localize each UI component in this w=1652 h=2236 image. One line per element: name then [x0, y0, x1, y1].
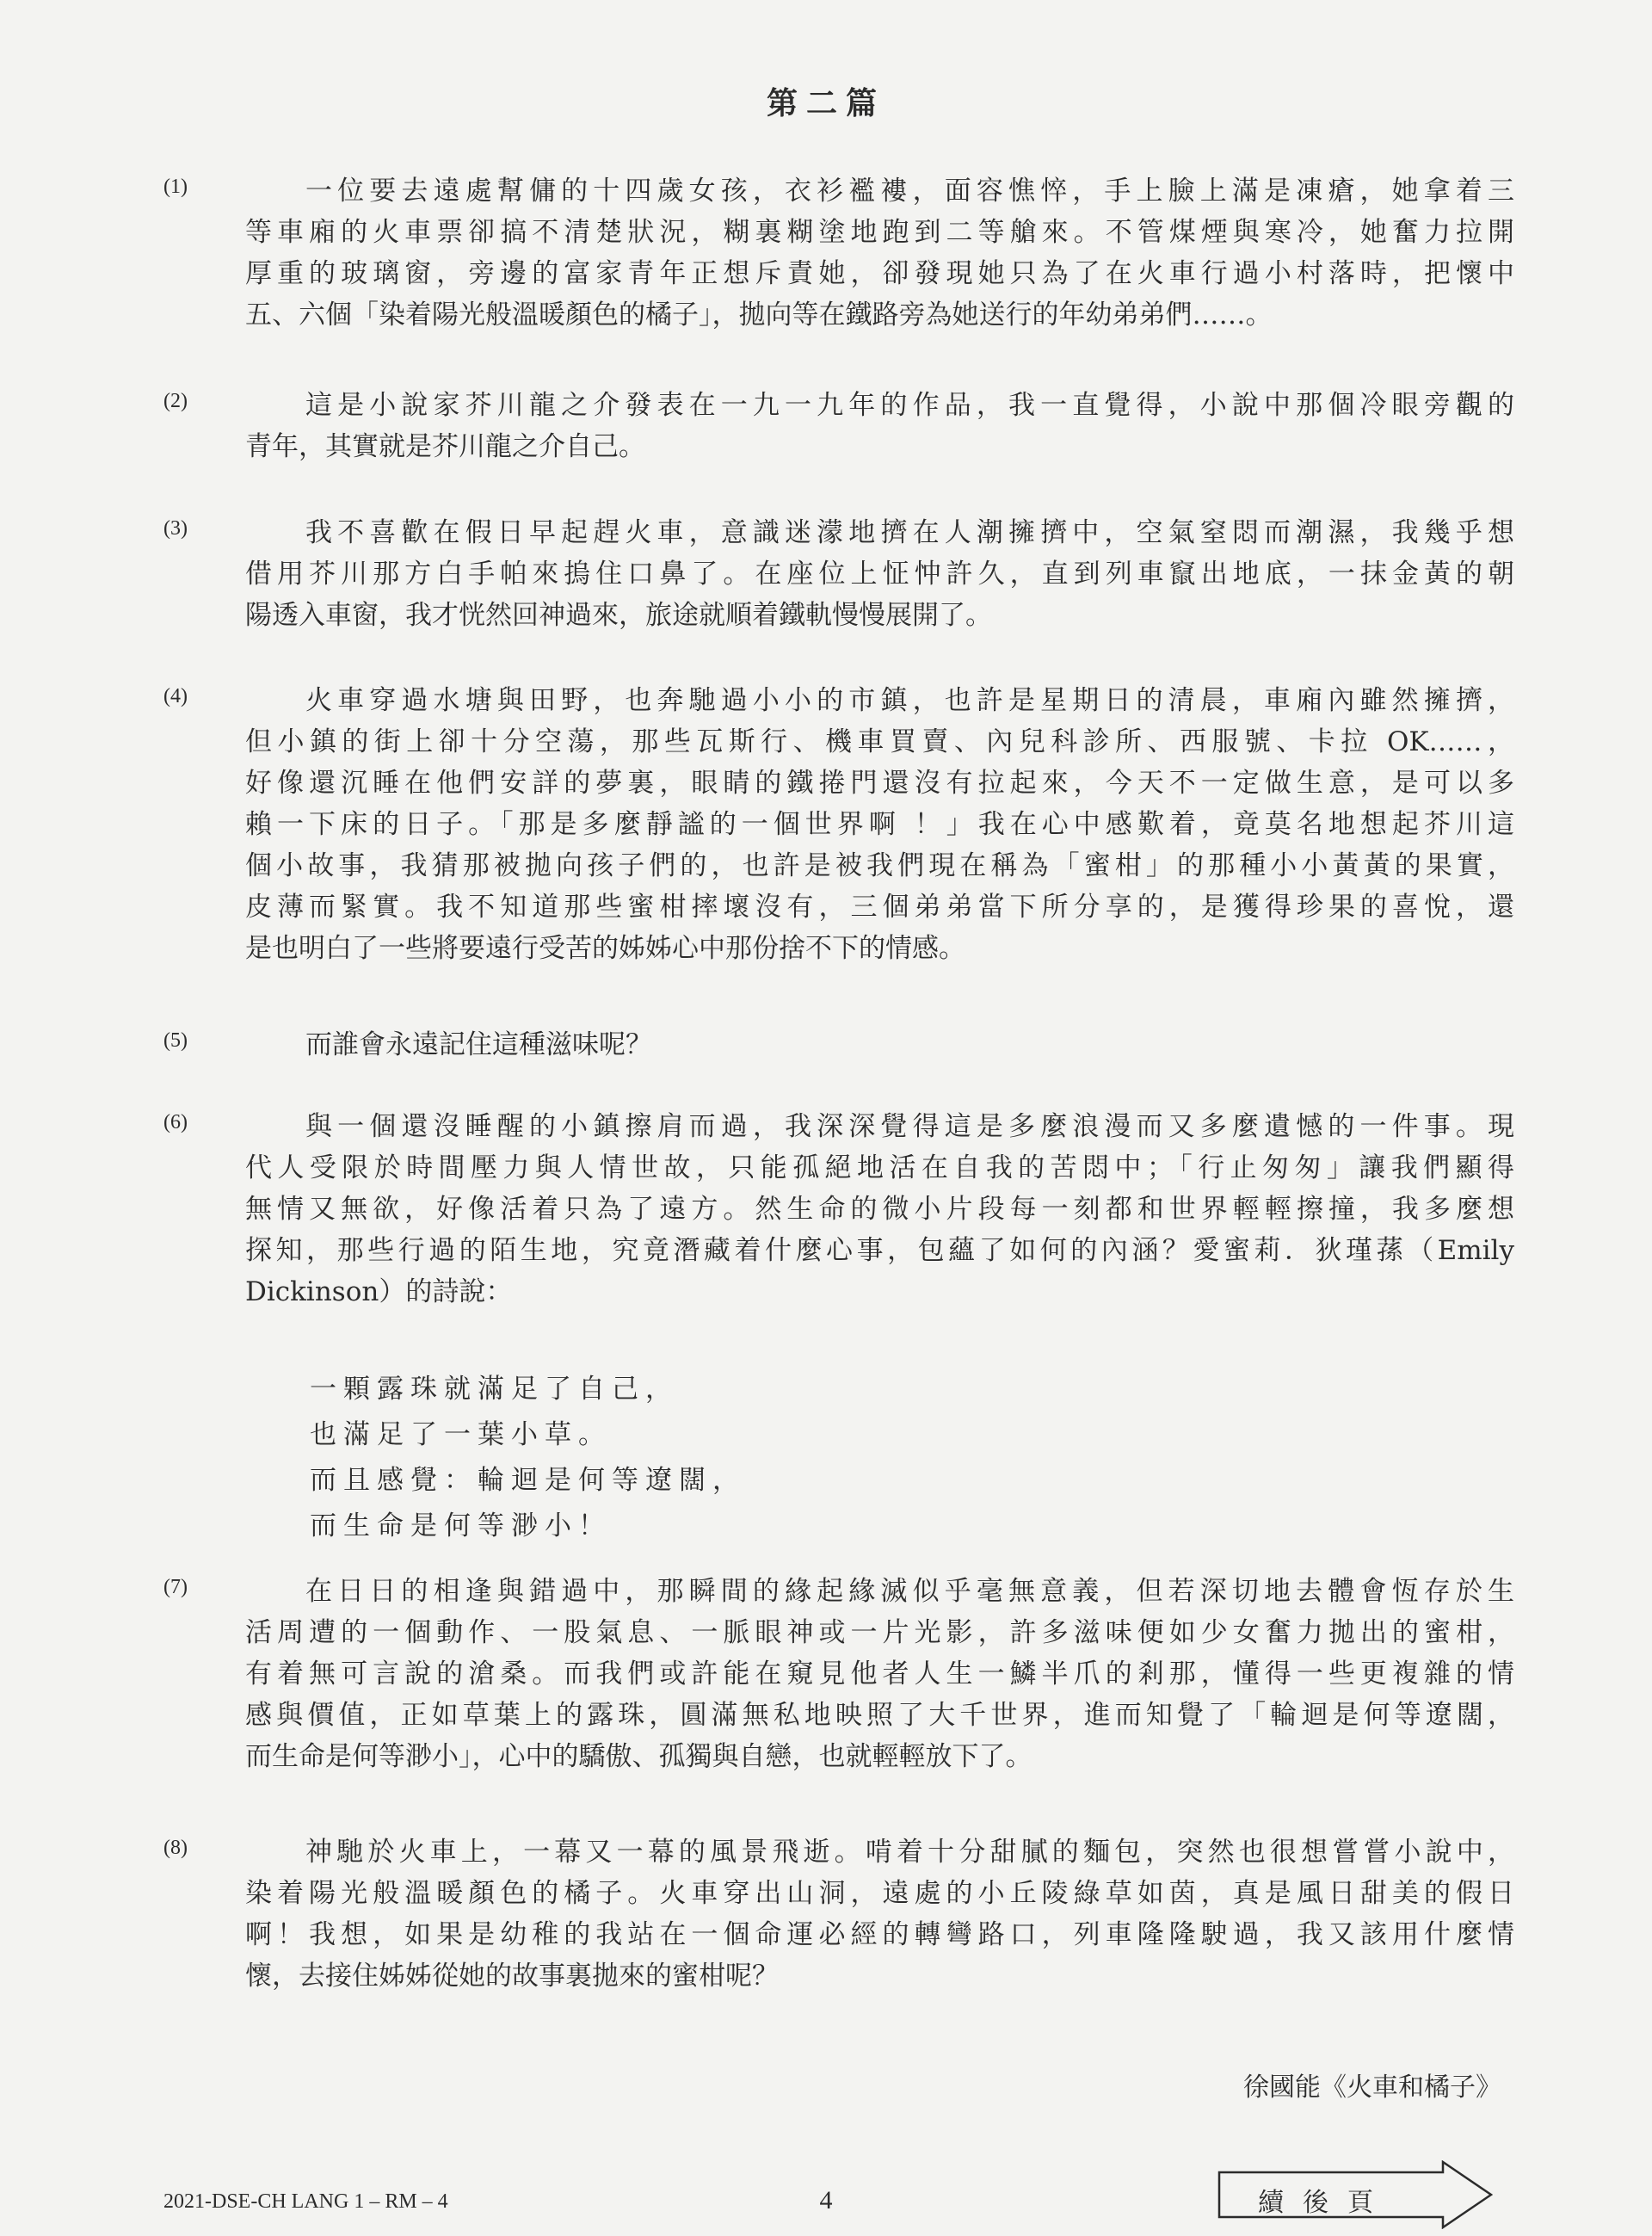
poem-line: 而且感覺：輪迴是何等遼闊， [310, 1465, 746, 1496]
paragraph-line: 而誰會永遠記住這種滋味呢？ [305, 1029, 652, 1060]
paragraph-line: 懷，去接住姊姊從她的故事裏拋來的蜜柑呢？ [245, 1961, 779, 1992]
paragraph-line: 無情又無欲，好像活着只為了遠方。然生命的微小片段每一刻都和世界輕輕擦撞，我多麼想 [245, 1194, 1514, 1225]
paragraph-line: 活周遭的一個動作、一股氣息、一脈眼神或一片光影，許多滋味便如少女奮力拋出的蜜柑， [245, 1617, 1514, 1648]
paragraph-number: (6) [163, 1111, 188, 1133]
paragraph-line: 皮薄而緊實。我不知道那些蜜柑摔壞沒有，三個弟弟當下所分享的，是獲得珍果的喜悅，還 [245, 892, 1514, 923]
paragraph-line: 代人受限於時間壓力與人情世故，只能孤絕地活在自我的苦悶中；「行止匆匆」讓我們顯得 [245, 1152, 1514, 1183]
paragraph-line: 個小故事，我猜那被拋向孩子們的，也許是被我們現在稱為「蜜柑」的那種小小黃黃的果實， [245, 850, 1514, 881]
paragraph-line: 青年，其實就是芥川龍之介自己。 [245, 431, 645, 462]
paragraph-line: 這是小說家芥川龍之介發表在一九一九年的作品，我一直覺得，小說中那個冷眼旁觀的 [305, 390, 1514, 421]
poem-line: 一顆露珠就滿足了自己， [310, 1374, 679, 1405]
continue-label: 續後頁 [1258, 2188, 1392, 2218]
paragraph-line: 在日日的相逢與錯過中，那瞬間的緣起緣滅似乎毫無意義，但若深切地去體會恆存於生 [305, 1576, 1514, 1607]
paragraph-line: 一位要去遠處幫傭的十四歲女孩，衣衫襤褸，面容憔悴，手上臉上滿是凍瘡，她拿着三 [305, 176, 1514, 207]
paragraph-line: 與一個還沒睡醒的小鎮擦肩而過，我深深覺得這是多麼浪漫而又多麼遺憾的一件事。現 [305, 1111, 1514, 1142]
paragraph-line: Dickinson）的詩說： [245, 1276, 513, 1307]
paragraph-line: 有着無可言說的滄桑。而我們或許能在窺見他者人生一鱗半爪的剎那，懂得一些更複雜的情 [245, 1658, 1514, 1689]
exam-code: 2021-DSE-CH LANG 1 – RM – 4 [163, 2190, 448, 2213]
paragraph-line: 好像還沉睡在他們安詳的夢裏，眼睛的鐵捲門還沒有拉起來，今天不一定做生意，是可以多 [245, 768, 1514, 799]
paragraph-number: (1) [163, 176, 188, 198]
paragraph-line: 感與價值，正如草葉上的露珠，圓滿無私地映照了大千世界，進而知覺了「輪迴是何等遼闊， [245, 1700, 1514, 1731]
paragraph-number: (5) [163, 1029, 188, 1052]
paragraph-line: 厚重的玻璃窗，旁邊的富家青年正想斥責她，卻發現她只為了在火車行過小村落時，把懷中 [245, 258, 1514, 289]
section-title: 第二篇 [766, 85, 885, 121]
paragraph-line: 探知，那些行過的陌生地，究竟潛藏着什麼心事，包蘊了如何的內涵？愛蜜莉．狄瑾蓀（Emily [245, 1235, 1514, 1266]
paragraph-line: 陽透入車窗，我才恍然回神過來，旅途就順着鐵軌慢慢展開了。 [245, 600, 992, 631]
paragraph-line: 借用芥川那方白手帕來摀住口鼻了。在座位上怔忡許久，直到列車竄出地底，一抹金黃的朝 [245, 559, 1514, 590]
paragraph-line: 五、六個「染着陽光般溫暖顏色的橘子」，拋向等在鐵路旁為她送行的年幼弟弟們……。 [245, 300, 1273, 330]
paragraph-line: 但小鎮的街上卻十分空蕩，那些瓦斯行、機車買賣、內兒科診所、西服號、卡拉 OK……， [245, 726, 1514, 757]
poem-quote [310, 1367, 1084, 1549]
paragraph-line: 而生命是何等渺小」，心中的驕傲、孤獨與自戀，也就輕輕放下了。 [245, 1741, 1032, 1772]
paragraph-number: (7) [163, 1576, 188, 1598]
paragraph-number: (2) [163, 390, 188, 412]
poem-line: 而生命是何等渺小！ [310, 1510, 612, 1541]
paragraph-line: 火車穿過水塘與田野，也奔馳過小小的市鎮，也許是星期日的清晨，車廂內雖然擁擠， [305, 685, 1514, 716]
paragraph-line: 賴一下床的日子。「那是多麼靜謐的一個世界啊 ！」我在心中感歎着，竟莫名地想起芥川這 [245, 809, 1514, 840]
page-number: 4 [819, 2186, 833, 2214]
source-attribution: 徐國能《火車和橘子》 [1243, 2072, 1501, 2103]
paragraph-number: (3) [163, 517, 188, 540]
paragraph-number: (4) [163, 685, 188, 707]
paragraph-line: 是也明白了一些將要遠行受苦的姊姊心中那份捨不下的情感。 [245, 933, 965, 964]
paragraph-line: 等車廂的火車票卻搞不清楚狀況，糊裏糊塗地跑到二等艙來。不管煤煙與寒冷，她奮力拉開 [245, 217, 1514, 248]
paragraph-line: 我不喜歡在假日早起趕火車，意識迷濛地擠在人潮擁擠中，空氣窒悶而潮濕，我幾乎想 [305, 517, 1514, 548]
paragraph-line: 啊！我想，如果是幼稚的我站在一個命運必經的轉彎路口，列車隆隆駛過，我又該用什麼情 [245, 1919, 1514, 1950]
paragraph-number: (8) [163, 1837, 188, 1859]
poem-line: 也滿足了一葉小草。 [310, 1419, 612, 1450]
paragraph-line: 染着陽光般溫暖顏色的橘子。火車穿出山洞，遠處的小丘陵綠草如茵，真是風日甜美的假日 [245, 1878, 1514, 1909]
paragraph-line: 神馳於火車上，一幕又一幕的風景飛逝。啃着十分甜膩的麵包，突然也很想嘗嘗小說中， [305, 1837, 1514, 1868]
